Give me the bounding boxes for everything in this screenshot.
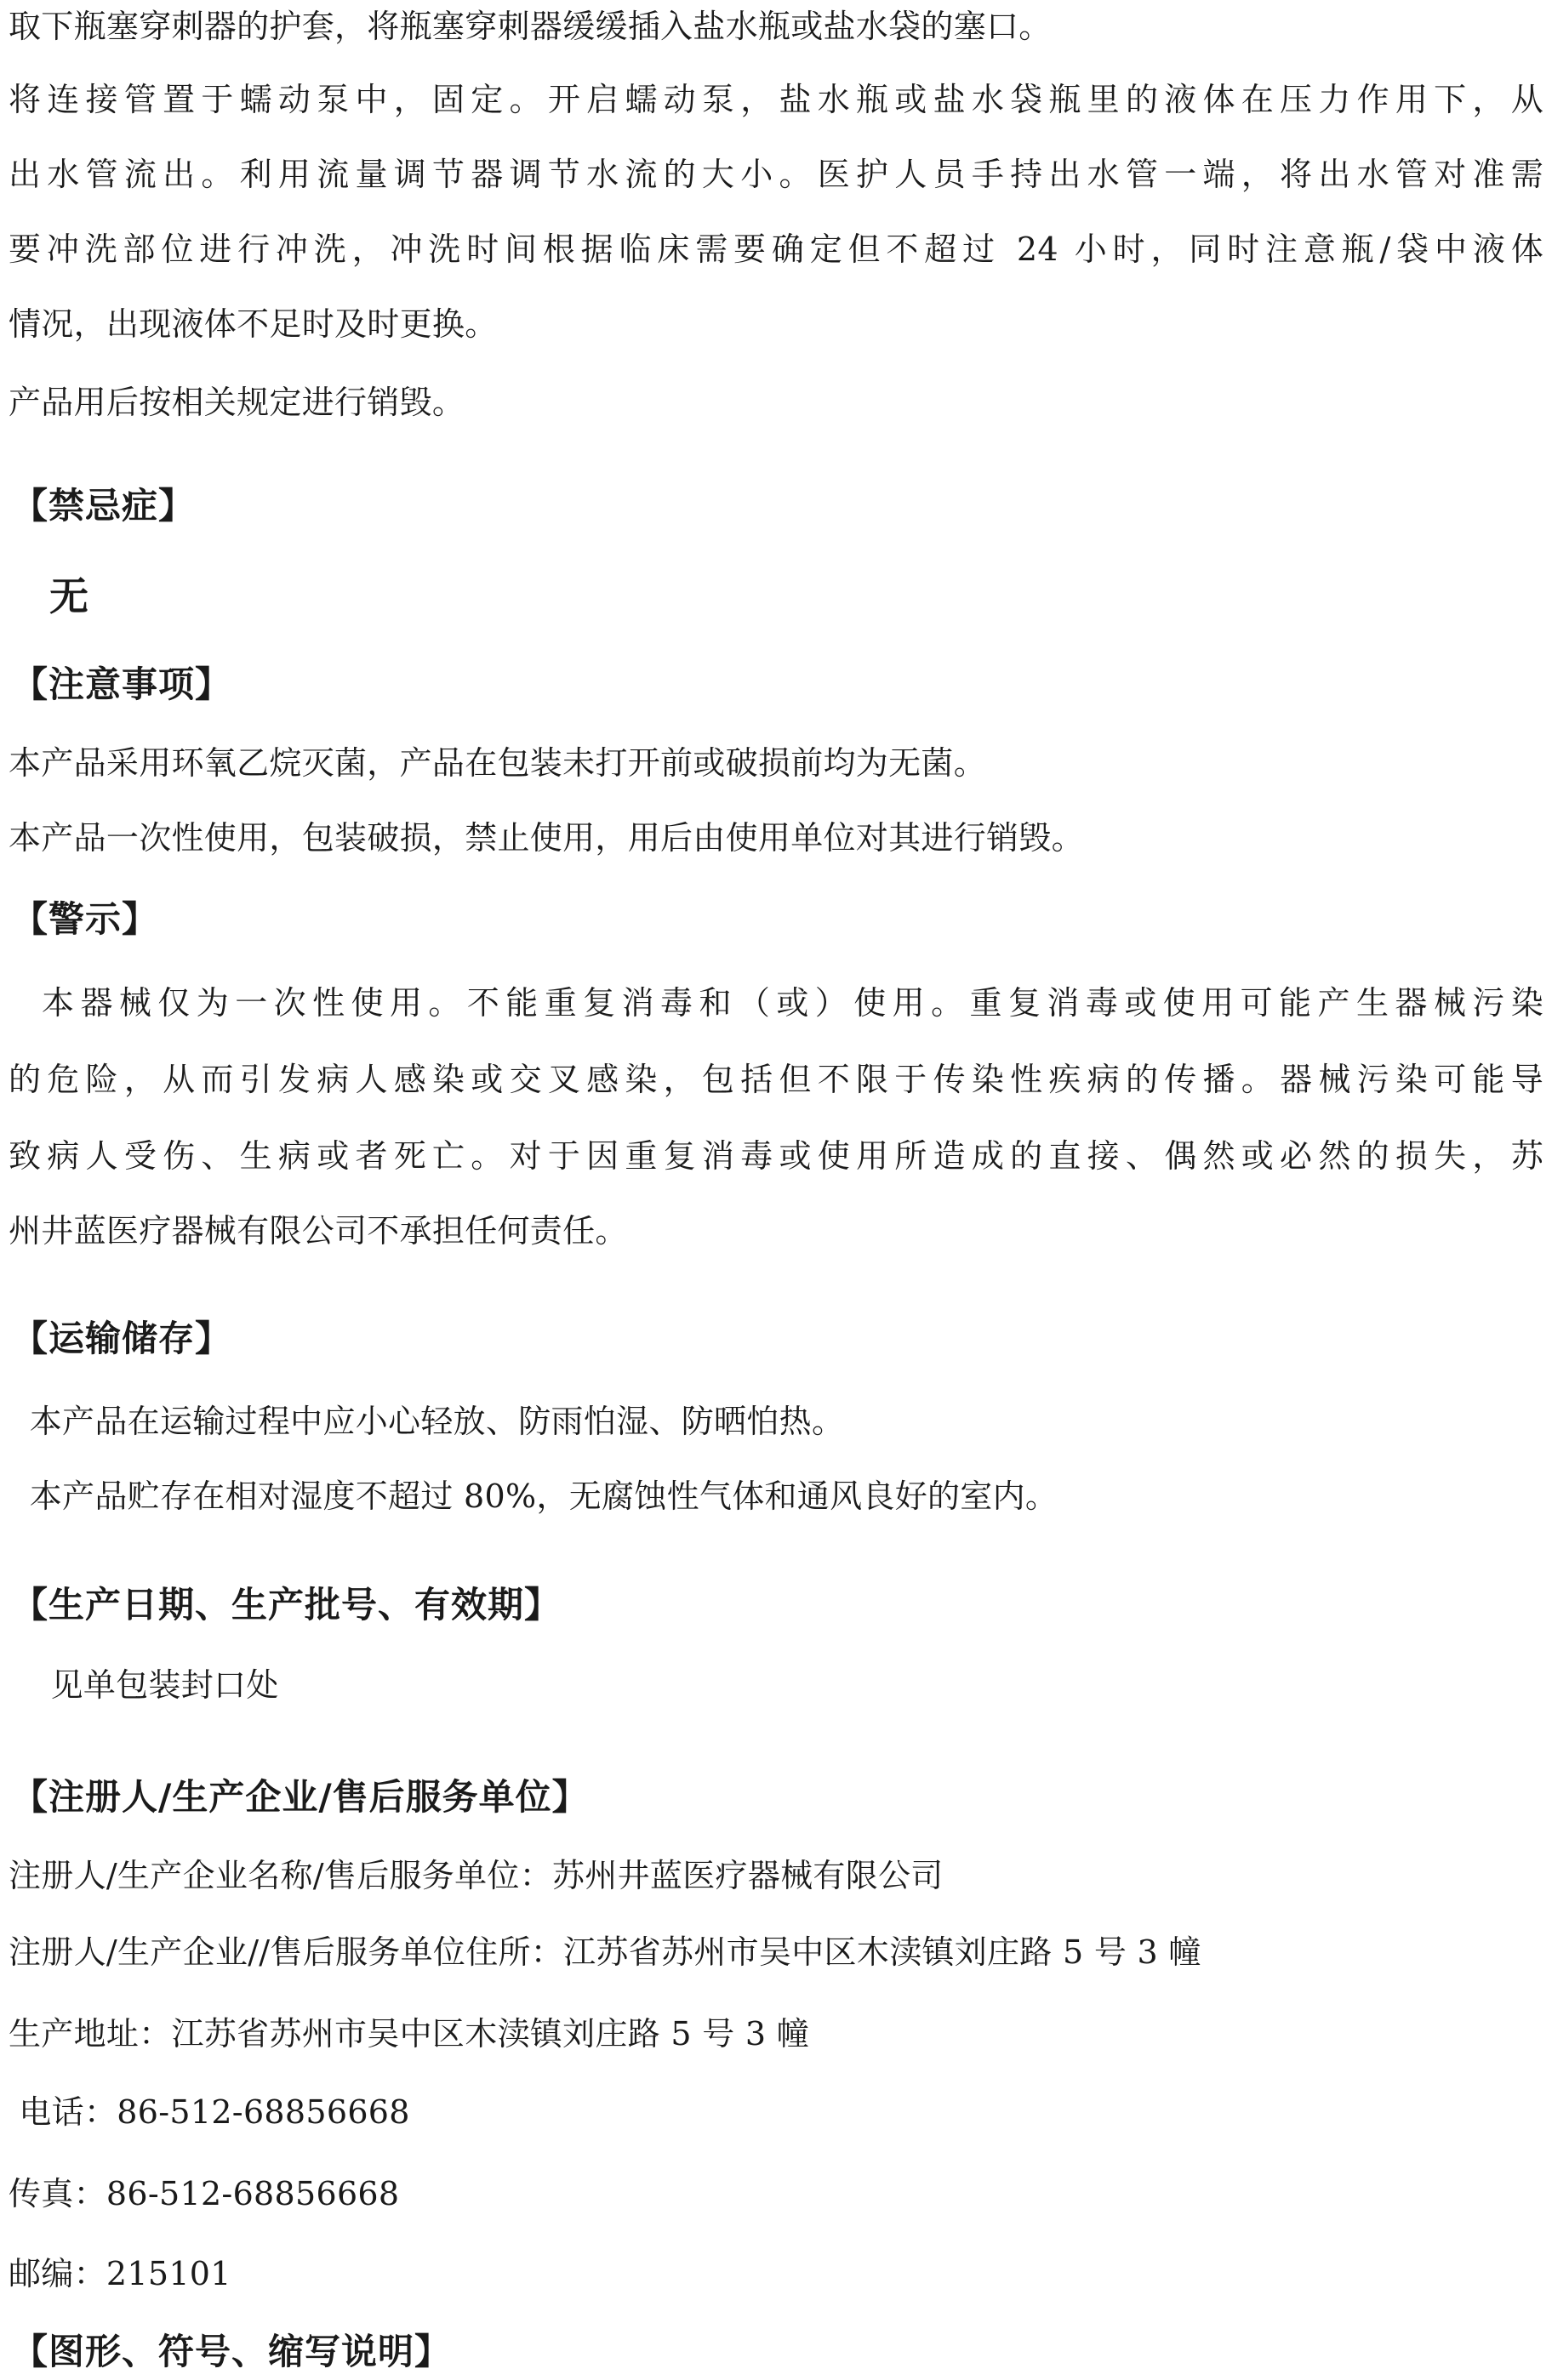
usage-line-4: 要冲洗部位进行冲洗，冲洗时间根据临床需要确定但不超过 24 小时，同时注意瓶/袋中液体 [9, 231, 1543, 268]
warning-line-1: 本器械仅为一次性使用。不能重复消毒和（或）使用。重复消毒或使用可能产生器械污染 [9, 984, 1543, 1022]
storage-heading: 【运输储存】 [12, 1318, 232, 1359]
precautions-heading: 【注意事项】 [12, 663, 232, 705]
usage-line-5: 情况，出现液体不足时及时更换。 [9, 305, 498, 343]
phone-line: 电话：86-512-68856668 [9, 2093, 410, 2131]
storage-line-1: 本产品在运输过程中应小心轻放、防雨怕湿、防晒怕热。 [9, 1403, 845, 1440]
warning-line-3: 致病人受伤、生病或者死亡。对于因重复消毒或使用所造成的直接、偶然或必然的损失，苏 [9, 1137, 1543, 1175]
usage-line-3: 出水管流出。利用流量调节器调节水流的大小。医护人员手持出水管一端，将出水管对准需 [9, 156, 1543, 193]
registrant-name: 注册人/生产企业名称/售后服务单位：苏州井蓝医疗器械有限公司 [9, 1857, 944, 1894]
storage-line-2: 本产品贮存在相对湿度不超过 80%，无腐蚀性气体和通风良好的室内。 [9, 1478, 1058, 1515]
usage-line-1: 取下瓶塞穿刺器的护套，将瓶塞穿刺器缓缓插入盐水瓶或盐水袋的塞口。 [9, 8, 1052, 45]
fax-line: 传真：86-512-68856668 [9, 2175, 400, 2212]
precautions-line-1: 本产品采用环氧乙烷灭菌，产品在包装未打开前或破损前均为无菌。 [9, 744, 987, 782]
production-info-heading: 【生产日期、生产批号、有效期】 [12, 1584, 562, 1626]
production-address: 生产地址：江苏省苏州市吴中区木渎镇刘庄路 5 号 3 幢 [9, 2015, 810, 2053]
symbols-heading: 【图形、符号、缩写说明】 [12, 2331, 452, 2372]
registrant-heading: 【注册人/生产企业/售后服务单位】 [12, 1776, 589, 1818]
warning-heading: 【警示】 [12, 898, 159, 940]
usage-line-6: 产品用后按相关规定进行销毁。 [9, 384, 465, 421]
contraindications-value: 无 [49, 573, 88, 619]
warning-line-4: 州井蓝医疗器械有限公司不承担任何责任。 [9, 1212, 628, 1250]
precautions-line-2: 本产品一次性使用，包装破损，禁止使用，用后由使用单位对其进行销毁。 [9, 819, 1084, 857]
postcode-line: 邮编：215101 [9, 2255, 231, 2292]
production-info-value: 见单包装封口处 [9, 1666, 279, 1704]
contraindications-heading: 【禁忌症】 [12, 485, 196, 527]
registrant-address: 注册人/生产企业//售后服务单位住所：江苏省苏州市吴中区木渎镇刘庄路 5 号 3 幢 [9, 1933, 1201, 1971]
usage-line-2: 将连接管置于蠕动泵中，固定。开启蠕动泵，盐水瓶或盐水袋瓶里的液体在压力作用下，从 [9, 81, 1543, 118]
warning-line-2: 的危险，从而引发病人感染或交叉感染，包括但不限于传染性疾病的传播。器械污染可能导 [9, 1061, 1543, 1098]
